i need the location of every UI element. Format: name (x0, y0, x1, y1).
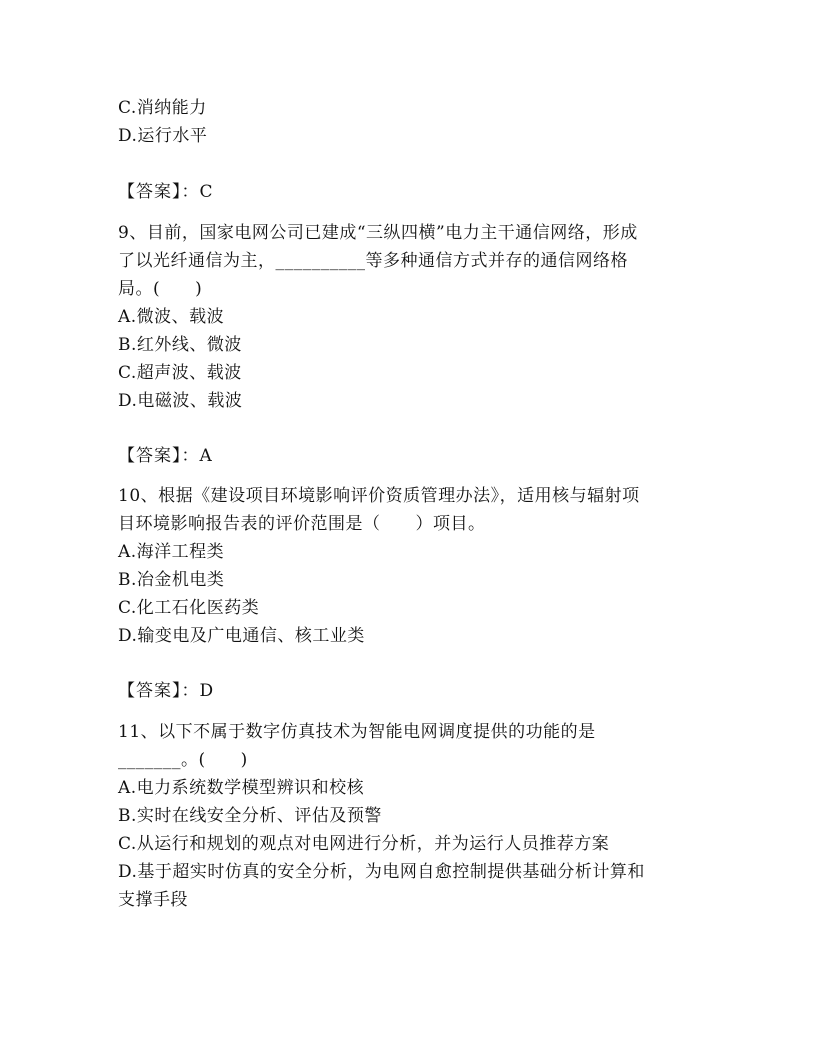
question-9-stem-line-2: 了以光纤通信为主，__________等多种通信方式并存的通信网络格 (118, 251, 628, 271)
question-10-answer: 【答案】：D (118, 681, 215, 701)
question-10-option-b: B.冶金机电类 (118, 570, 225, 590)
question-10-option-d: D.输变电及广电通信、核工业类 (118, 626, 365, 646)
question-9-stem-line-1: 9、目前，国家电网公司已建成“三纵四横”电力主干通信网络，形成 (118, 223, 638, 243)
question-11-option-b: B.实时在线安全分析、评估及预警 (118, 806, 382, 826)
question-11-stem-line-1: 11、以下不属于数字仿真技术为智能电网调度提供的功能的是 (118, 722, 596, 742)
question-11-option-d: D.基于超实时仿真的安全分析，为电网自愈控制提供基础分析计算和 (118, 862, 645, 882)
option-c: C.消纳能力 (118, 98, 207, 118)
question-10-option-c: C.化工石化医药类 (118, 598, 260, 618)
question-11-option-a: A.电力系统数学模型辨识和校核 (118, 778, 365, 798)
question-10-stem-line-1: 10、根据《建设项目环境影响评价资质管理办法》，适用核与辐射项 (118, 486, 640, 506)
question-9-option-a: A.微波、载波 (118, 307, 225, 327)
question-11-option-d-continued: 支撑手段 (118, 890, 188, 910)
question-10-stem-line-2: 目环境影响报告表的评价范围是（ ）项目。 (118, 514, 486, 534)
question-9-answer: 【答案】：A (118, 446, 213, 466)
question-9-stem-line-3: 局。( ) (118, 279, 203, 299)
question-10-option-a: A.海洋工程类 (118, 542, 225, 562)
question-11-stem-line-2: _______。( ) (118, 750, 248, 770)
answer-label: 【答案】：C (118, 182, 214, 202)
question-9-option-c: C.超声波、载波 (118, 363, 242, 383)
question-9-option-b: B.红外线、微波 (118, 335, 242, 355)
option-d: D.运行水平 (118, 126, 208, 146)
question-9-option-d: D.电磁波、载波 (118, 391, 243, 411)
question-11-option-c: C.从运行和规划的观点对电网进行分析，并为运行人员推荐方案 (118, 834, 610, 854)
